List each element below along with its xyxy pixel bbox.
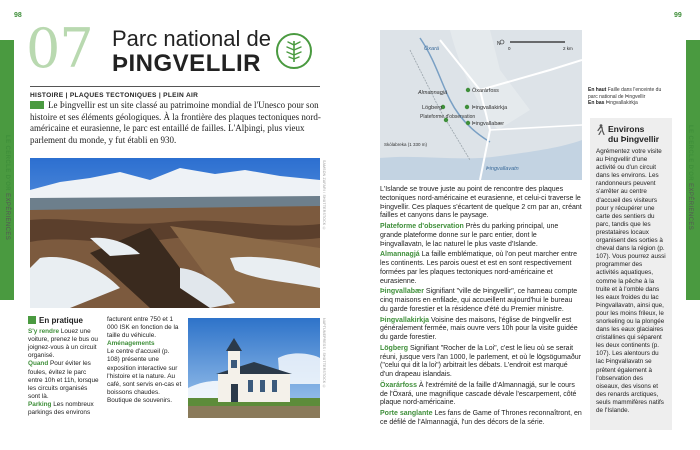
map-scale-2: 2 km	[563, 46, 573, 51]
side-label-left: LE CERCLE D'OR EXPÉRIENCES	[4, 135, 10, 241]
entry: Almannagjá La faille emblématique, où l'on peut marcher entre les continents. Les parois ouest et est en sont respectivement formées par les plaques tectoniques nord-américaine et eurasienne.	[380, 251, 578, 285]
practical-item: Parking Les nombreux parkings des environs	[28, 400, 94, 417]
hiker-icon	[596, 124, 605, 135]
practical-item: S'y rendre Louez une voiture, prenez le bus ou joignez-vous à un circuit organisé.	[28, 328, 98, 360]
map-label-baer: Þingvallabær	[472, 121, 505, 127]
map-label-logberg: Lögberg	[422, 105, 443, 111]
sidebar-header	[596, 124, 666, 148]
photo2-credit: NAPTUNEPRESS / SHUTTERSTOCK ©	[322, 318, 326, 389]
header-rule-top	[30, 86, 320, 87]
sidebar-box	[590, 118, 672, 430]
map-label-plateforme: Plateforme d'observation	[420, 114, 476, 120]
parking-fees: facturent entre 750 et 1 000 ISK en fonction de la taille du véhicule.	[107, 316, 179, 340]
map-label-oxararfoss: Öxarárfoss	[472, 88, 499, 94]
entry: Porte sanglante Les fans de Game of Thrones reconnaîtront, en ce défilé de l'Almannagjá, l'un des décors de la série.	[380, 410, 582, 426]
photo1-credit: SAMSON ZAFARI / SHUTTERSTOCK ©	[322, 160, 326, 231]
main-intro: L'Islande se trouve juste au point de rencontre des plaques tectoniques nord-américaine et eurasienne, et celui-ci traverse le Þingvellir. Ces plaques s'écartent de quelque 2 cm par an, créant failles et canyons dans le paysage.	[380, 186, 582, 220]
leaf-icon	[278, 35, 310, 67]
map-label-oxara: Öxará	[424, 46, 439, 52]
photo-rift-landscape	[30, 158, 320, 308]
area-map	[380, 30, 582, 180]
amenities-label: Aménagements	[107, 340, 155, 348]
entry: Þingvallakirkja Voisine des maisons, l'église de Þingvellir est généralement fermée, mais ouvre vers 10h pour la visite guidée du garde forestier.	[380, 316, 578, 341]
entry: Þingvallabær Signifiant "ville de Þingvellir", ce hameau compte cinq maisons en enfilade, qui accueillent aujourd'hui le bureau du garde forestier et la résidence d'été du Premier ministre.	[380, 288, 578, 313]
map-label-almannagja: Almannagjá	[418, 90, 448, 96]
practical-item: Quand Pour éviter les foules, évitez le parc entre 10h et 11h, lorsque les circuits organisés sont là.	[28, 360, 99, 400]
intro-paragraph: Le Þingvellir est un site classé au patrimoine mondial de l'Unesco pour son histoire et ses éléments géologiques. À la frontière des plaques tectoniques nord-américaine et eurasienne, le parc est entaillé de failles. L'Alþingi, plus vieux parlement du monde, y fut établi en 930.	[30, 100, 321, 145]
sidebar-heading-line1: Environs	[608, 124, 645, 134]
page-title-line2: ÞINGVELLIR	[112, 50, 262, 77]
entry: Öxarárfoss À l'extrémité de la faille d'Almannagjá, sur le cours de l'Öxará, une magnifique cascade dévale l'escarpement, côté plaque nord-américaine.	[380, 381, 577, 407]
practical-info-box	[28, 316, 100, 417]
entry: Lögberg Signifiant "Rocher de la Loi", c'est le lieu où se serait réuni, jusque vers l'an 1000, le parlement, et où le lögsögumaður ("celui qui dit la loi") arbitrait les débats. L'endroit est marqué d'un drapeau islandais.	[380, 344, 581, 378]
map-label-lake: Þingvallavatn	[486, 166, 519, 172]
amenities-text: Le centre d'accueil (p. 108) présente une exposition interactive sur l'histoire et la nature. Au café, sont servis en-cas et boissons chaudes. Boutique de souvenirs.	[107, 348, 182, 404]
practical-heading: En pratique	[28, 316, 100, 325]
page-title-line1: Parc national de	[112, 26, 271, 51]
side-label-right: LE CERCLE D'OR EXPÉRIENCES	[687, 125, 693, 231]
leaf-badge	[276, 33, 312, 69]
sidebar-heading-line2: du Þingvellir	[608, 134, 660, 144]
photo-church	[188, 318, 320, 418]
map-caption: En haut Faille dans l'enceinte du parc national de Þingvellir En bas Þingvallakirkja	[588, 87, 662, 107]
topic-tags: HISTOIRE | PLAQUES TECTONIQUES | PLEIN AIR	[30, 92, 199, 99]
map-label-skolabreka: Skólabreka (1 330 m)	[384, 142, 428, 147]
map-label-kirkja: Þingvallakirkja	[472, 105, 508, 111]
map-scale-0: 0	[508, 46, 511, 51]
page-number-left: 98	[14, 12, 22, 19]
entry: Plateforme d'observation Près du parking principal, une grande plateforme donne sur le parc entier, dont le Þingvallavatn, le lac naturel le plus vaste d'Islande.	[380, 223, 559, 248]
main-text-column	[380, 186, 582, 430]
sidebar-text: Agrémentez votre visite au Þingvellir d'une activité ou d'un circuit dans les environs. Les randonneurs peuvent s'arrêter au centre d'accueil des visiteurs pour y récupérer une carte des sentiers du parc, tandis que les prestataires locaux organisent des sorties à cheval dans la région (p. 107). Vous pourrez aussi programmer des activités aquatiques, comme la pêche à la truite et à l'omble dans les eaux froides du lac Þingvallavatn, ainsi que, pour les moins frileux, le snorkeling ou la plongée dans les eaux glaciaires cristallines qui séparent les deux continents (p. 107). Les alentours du lac Þingvallavatn se prêtent également à l'observation des oiseaux, des visons et des renards arctiques, seuls mammifères natifs de l'Islande.	[596, 148, 666, 414]
intro-marker	[30, 101, 44, 109]
practical-marker	[28, 316, 36, 324]
page-number-right: 99	[674, 12, 682, 19]
practical-info-col2	[107, 316, 183, 405]
map-north: N	[497, 41, 501, 47]
chapter-number: 07	[26, 17, 93, 80]
